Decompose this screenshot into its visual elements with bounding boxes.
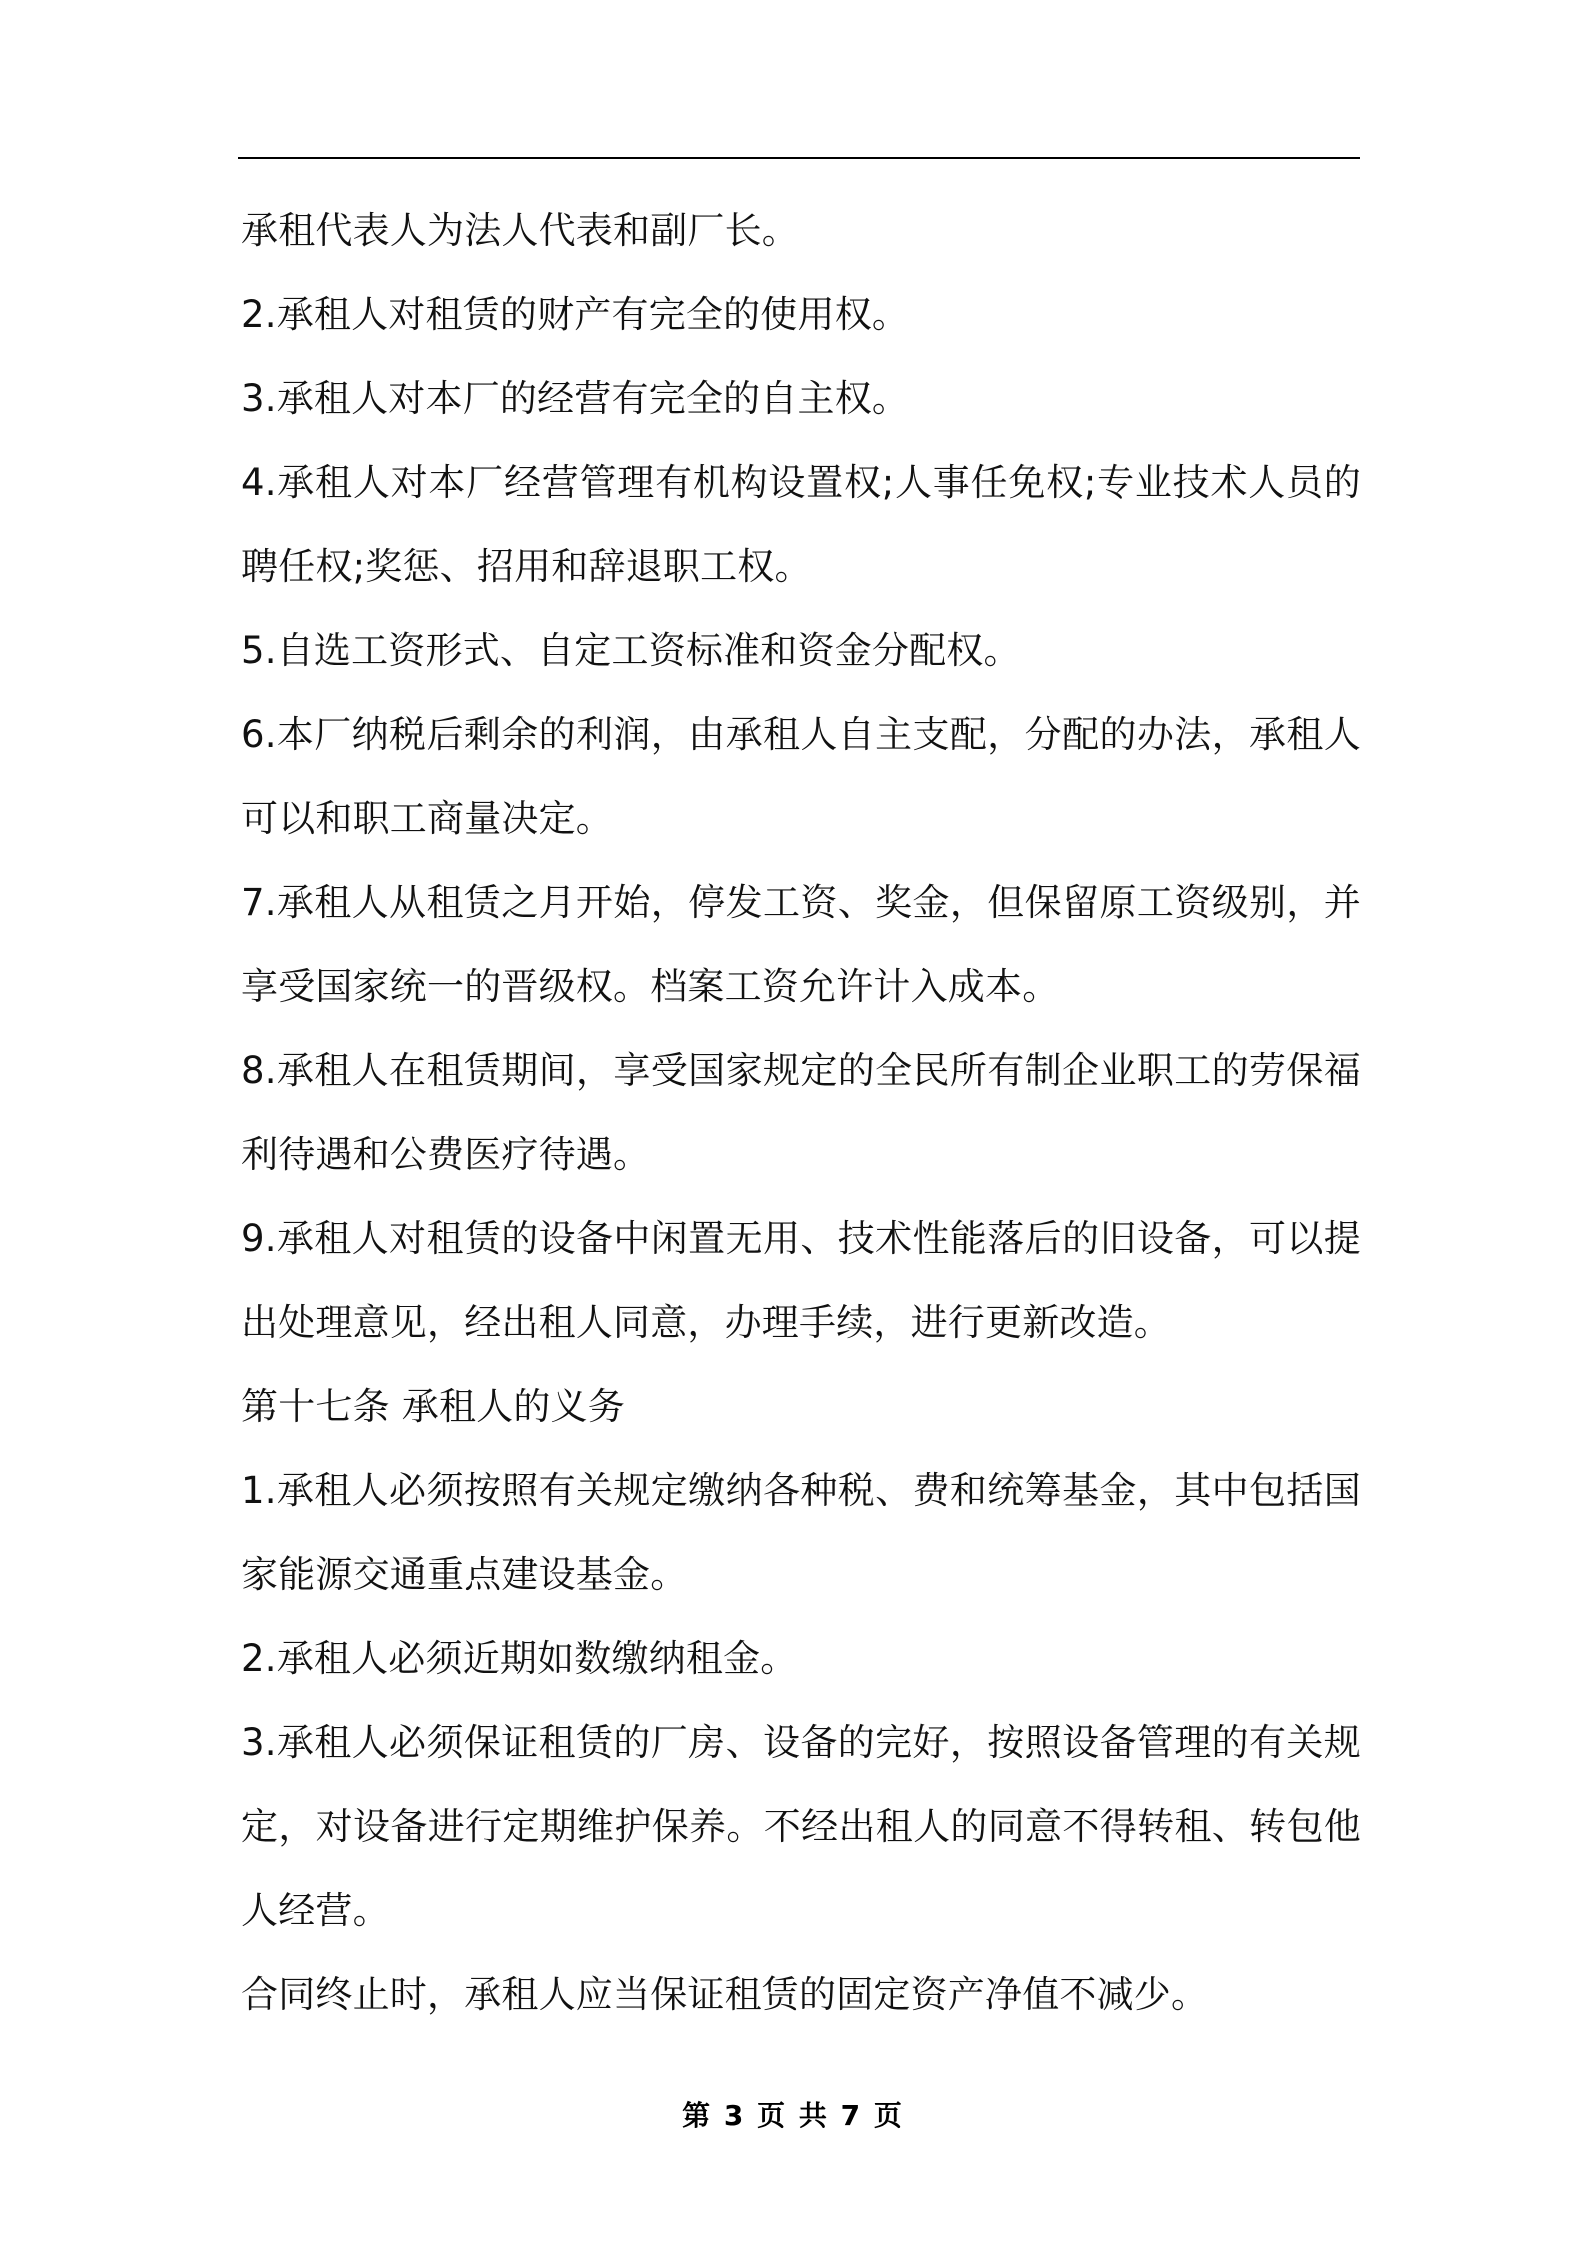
text-line: 3.承租人对本厂的经营有完全的自主权。 bbox=[241, 377, 910, 420]
text-line: 5.自选工资形式、自定工资标准和资金分配权。 bbox=[241, 629, 1021, 672]
header-rule bbox=[238, 157, 1360, 159]
page-number: 第 3 页 共 7 页 bbox=[682, 2099, 904, 2132]
text-line: 2.承租人必须近期如数缴纳租金。 bbox=[241, 1637, 798, 1680]
text-line: 可以和职工商量决定。 bbox=[241, 797, 613, 840]
text-line: 承租代表人为法人代表和副厂长。 bbox=[241, 209, 799, 252]
text-line: 出处理意见，经出租人同意，办理手续，进行更新改造。 bbox=[241, 1301, 1171, 1344]
text-line: 6.本厂纳税后剩余的利润，由承租人自主支配，分配的办法，承租人 bbox=[241, 713, 1361, 756]
text-line: 利待遇和公费医疗待遇。 bbox=[241, 1133, 651, 1176]
text-line: 聘任权;奖惩、招用和辞退职工权。 bbox=[241, 545, 812, 588]
text-line: 3.承租人必须保证租赁的厂房、设备的完好，按照设备管理的有关规 bbox=[241, 1721, 1361, 1764]
text-line: 8.承租人在租赁期间，享受国家规定的全民所有制企业职工的劳保福 bbox=[241, 1049, 1361, 1092]
text-line: 9.承租人对租赁的设备中闲置无用、技术性能落后的旧设备，可以提 bbox=[241, 1217, 1361, 1260]
text-line: 享受国家统一的晋级权。档案工资允许计入成本。 bbox=[241, 965, 1060, 1008]
text-line: 4.承租人对本厂经营管理有机构设置权;人事任免权;专业技术人员的 bbox=[241, 461, 1361, 504]
text-line: 7.承租人从租赁之月开始，停发工资、奖金，但保留原工资级别，并 bbox=[241, 881, 1361, 924]
text-line: 1.承租人必须按照有关规定缴纳各种税、费和统筹基金，其中包括国 bbox=[241, 1469, 1361, 1512]
text-line: 2.承租人对租赁的财产有完全的使用权。 bbox=[241, 293, 910, 336]
text-line: 人经营。 bbox=[241, 1889, 390, 1932]
section-heading: 第十七条 承租人的义务 bbox=[241, 1385, 625, 1428]
text-line: 家能源交通重点建设基金。 bbox=[241, 1553, 688, 1596]
document-body bbox=[241, 196, 1361, 2044]
text-line: 定，对设备进行定期维护保养。不经出租人的同意不得转租、转包他 bbox=[241, 1805, 1361, 1848]
text-line: 合同终止时，承租人应当保证租赁的固定资产净值不减少。 bbox=[241, 1973, 1209, 2016]
